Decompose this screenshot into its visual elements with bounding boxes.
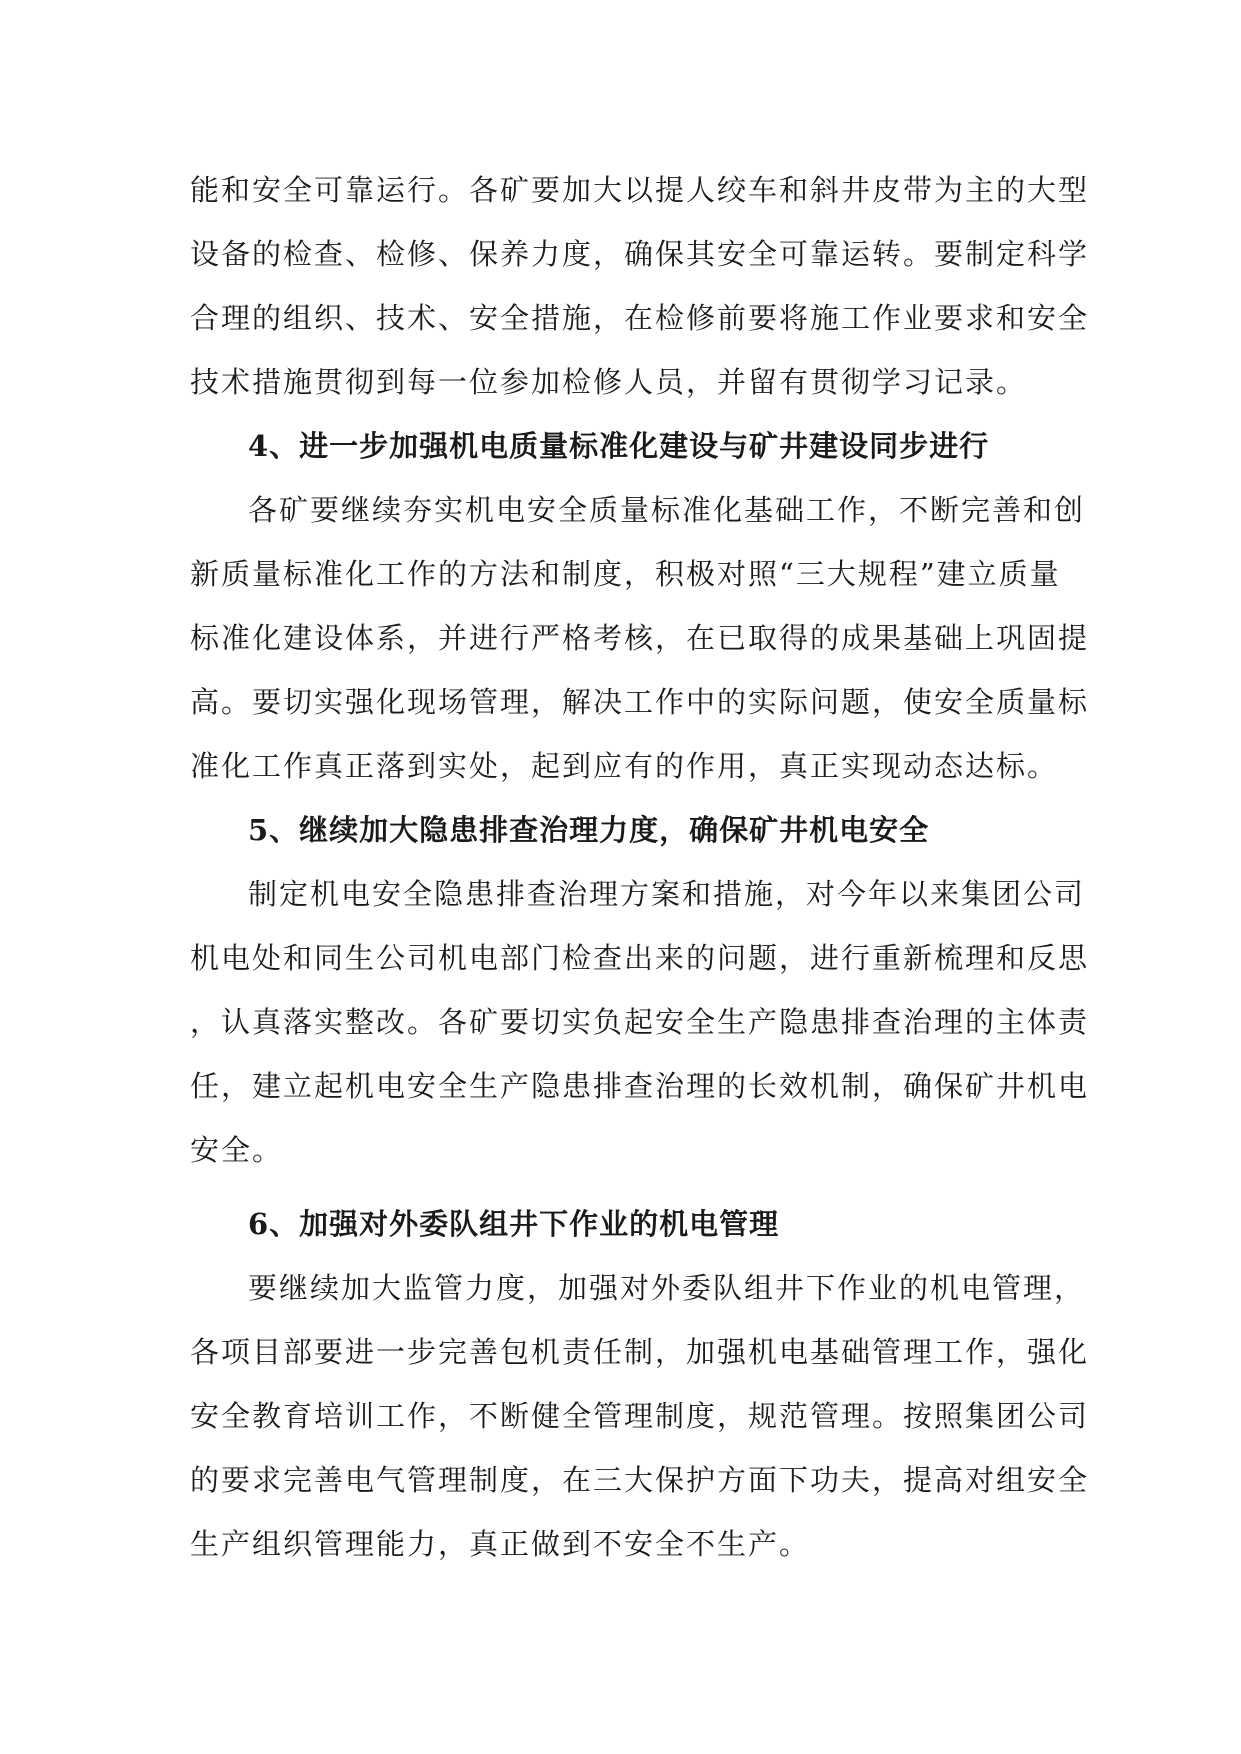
paragraph-line: 标准化建设体系，并进行严格考核，在已取得的成果基础上巩固提 (190, 621, 1090, 655)
section-4-paragraph (190, 478, 1090, 798)
paragraph-line: 准化工作真正落到实处，起到应有的作用，真正实现动态达标。 (190, 749, 1059, 783)
paragraph-line: 能和安全可靠运行。各矿要加大以提人绞车和斜井皮带为主的大型 (190, 173, 1090, 207)
paragraph-line: 各矿要继续夯实机电安全质量标准化基础工作，不断完善和创 (248, 493, 1086, 527)
paragraph-line: 生产组织管理能力，真正做到不安全不生产。 (190, 1527, 811, 1561)
paragraph-line: 各项目部要进一步完善包机责任制，加强机电基础管理工作，强化 (190, 1335, 1090, 1369)
paragraph-line: 任，建立起机电安全生产隐患排查治理的长效机制，确保矿井机电 (190, 1069, 1090, 1103)
document-page (190, 158, 1090, 1576)
paragraph-line: 新质量标准化工作的方法和制度，积极对照“三大规程”建立质量 (190, 557, 1061, 591)
paragraph-line: 安全教育培训工作，不断健全管理制度，规范管理。按照集团公司 (190, 1399, 1090, 1433)
paragraph-line: 设备的检查、检修、保养力度，确保其安全可靠运转。要制定科学 (190, 237, 1090, 271)
paragraph-line: 技术措施贯彻到每一位参加检修人员，并留有贯彻学习记录。 (190, 365, 1028, 399)
paragraph-line: 合理的组织、技术、安全措施，在检修前要将施工作业要求和安全 (190, 301, 1090, 335)
paragraph-line: 的要求完善电气管理制度，在三大保护方面下功夫，提高对组安全 (190, 1463, 1090, 1497)
section-6-paragraph (190, 1256, 1090, 1576)
paragraph-line: 制定机电安全隐患排查治理方案和措施，对今年以来集团公司 (248, 877, 1086, 911)
paragraph-line: 安全。 (190, 1133, 284, 1167)
paragraph-line: ，认真落实整改。各矿要切实负起安全生产隐患排查治理的主体责 (190, 1005, 1090, 1039)
section-heading-6: 6、加强对外委队组井下作业的机电管理 (248, 1207, 780, 1241)
section-heading-4: 4、进一步加强机电质量标准化建设与矿井建设同步进行 (248, 429, 990, 463)
paragraph-line: 机电处和同生公司机电部门检查出来的问题，进行重新梳理和反思 (190, 941, 1090, 975)
paragraph-line: 要继续加大监管力度，加强对外委队组井下作业的机电管理， (248, 1271, 1086, 1305)
intro-paragraph (190, 158, 1090, 414)
section-heading-5: 5、继续加大隐患排查治理力度，确保矿井机电安全 (248, 813, 930, 847)
paragraph-line: 高。要切实强化现场管理，解决工作中的实际问题，使安全质量标 (190, 685, 1090, 719)
section-5-paragraph (190, 862, 1090, 1182)
